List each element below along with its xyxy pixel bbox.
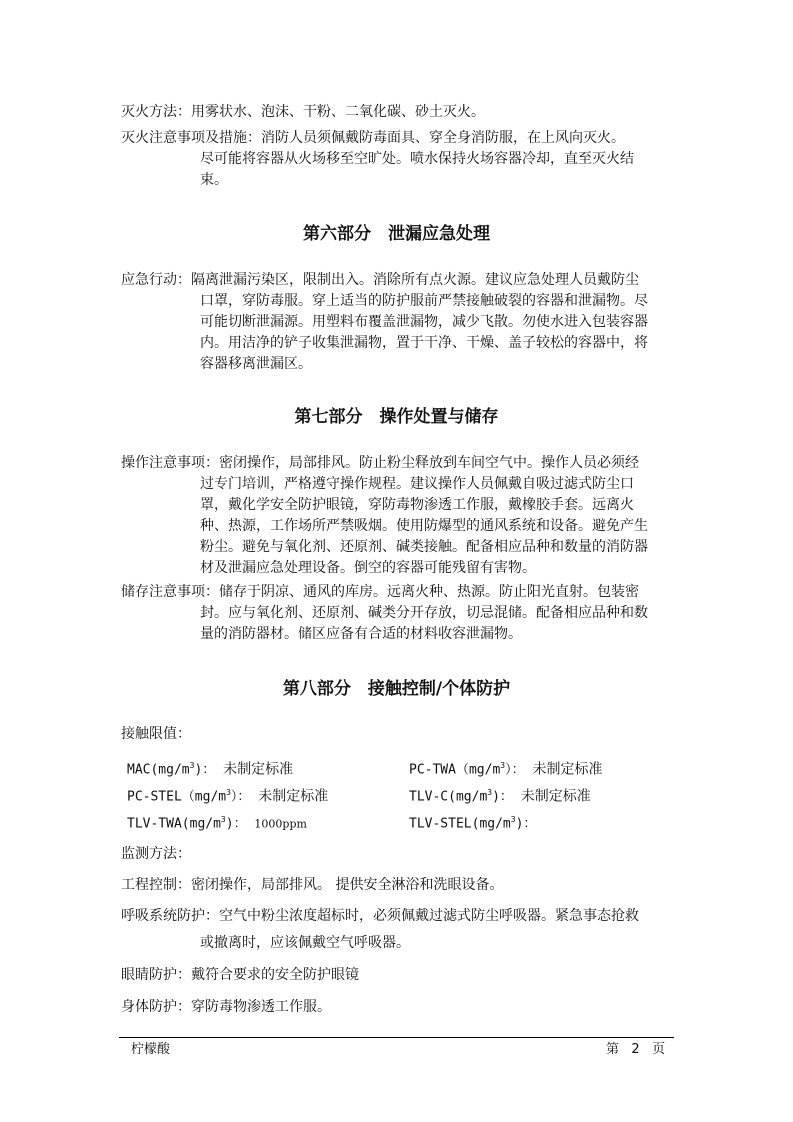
storage-line: [121, 581, 639, 603]
storage-label: 储存注意事项：: [121, 584, 219, 600]
section-6-title: 第六部分 泄漏应急处理: [303, 224, 490, 244]
operation-cont: 罩，戴化学安全防护眼镜，穿防毒物渗透工作服，戴橡胶手套。远离火: [200, 497, 634, 513]
fire-method-label: 灭火方法：: [121, 104, 191, 120]
fire-notes-text: 消防人员须佩戴防毒面具、穿全身消防服，在上风向灭火。: [261, 130, 625, 146]
operation-cont: 材及泄漏应急处理设备。倒空的容器可能残留有害物。: [200, 560, 536, 576]
limit-pc-stel: $PC-STEL(mg/m^3)$： 未制定标准: [127, 788, 329, 805]
engineering-text: 密闭操作，局部排风。 提供安全淋浴和洗眼设备。: [191, 877, 504, 893]
fire-method-text: 用雾状水、泡沫、干粉、二氧化碳、砂土灭火。: [191, 104, 485, 120]
operation-cont: 粉尘。避免与氧化剂、还原剂、碱类接触。配备相应品种和数量的消防器: [200, 539, 648, 555]
respiratory-text: 空气中粉尘浓度超标时，必须佩戴过滤式防尘呼吸器。紧急事态抢救: [219, 908, 639, 924]
limit-tlv-c: TLV-$C(mg/m^3)$： 未制定标准: [409, 788, 591, 805]
operation-cont: 过专门培训，严格遵守操作规程。建议操作人员佩戴自吸过滤式防尘口: [200, 476, 634, 492]
body-text: 穿防毒物渗透工作服。: [191, 999, 331, 1015]
superscript-3: 3: [189, 761, 195, 770]
operation-label: 操作注意事项：: [121, 455, 219, 471]
engineering-label: 工程控制：: [121, 877, 191, 893]
section-7-title: 第七部分 操作处置与储存: [294, 407, 499, 427]
respiratory-cont: 或撤离时，应该佩戴空气呼吸器。: [200, 935, 410, 951]
fire-notes-line: [121, 127, 625, 149]
superscript-3: 3: [510, 815, 516, 824]
limits-label: 接触限值：: [121, 726, 191, 742]
limit-tlv-stel: TLV-$STEL(mg/m^3)$：: [409, 815, 537, 832]
limit-pc-twa-value: 未制定标准: [532, 761, 603, 778]
engineering-line: [121, 874, 503, 896]
respiratory-line: [121, 905, 639, 927]
storage-cont: 封。应与氧化剂、还原剂、碱类分开存放，切忌混储。配备相应品种和数: [200, 605, 648, 621]
emergency-cont: 内。用洁净的铲子收集泄漏物，置于干净、干燥、盖子较松的容器中，将: [200, 335, 648, 351]
limit-tlv-twa: TLV-$TWA(mg/m^3)$： 1000ppm: [127, 815, 307, 832]
footer-divider: [119, 1037, 674, 1038]
fire-notes-cont: 尽可能将容器从火场移至空旷处。喷水保持火场容器冷却，直至灭火结: [200, 151, 634, 167]
emergency-text: 隔离泄漏污染区，限制出入。消除所有点火源。建议应急处理人员戴防尘: [191, 272, 639, 288]
respiratory-label: 呼吸系统防护：: [121, 908, 219, 924]
emergency-label: 应急行动：: [121, 272, 191, 288]
operation-text: 密闭操作，局部排风。防止粉尘释放到车间空气中。操作人员必须经: [219, 455, 639, 471]
fire-notes-cont: 束。: [200, 172, 228, 188]
eye-label: 眼睛防护：: [121, 967, 191, 983]
superscript-3: 3: [226, 788, 231, 797]
eye-text: 戴符合要求的安全防护眼镜: [191, 967, 359, 983]
fire-notes-label: 灭火注意事项及措施：: [121, 130, 261, 146]
limit-pc-stel-value: 未制定标准: [258, 788, 329, 805]
footer-page-number: 第 2 页: [606, 1042, 666, 1057]
limit-tlv-c-value: 未制定标准: [520, 788, 591, 805]
superscript-3: 3: [220, 815, 226, 824]
body-line: [121, 996, 331, 1018]
monitor-label: 监测方法：: [121, 846, 191, 862]
limit-mac: $MAC(mg/m^3)$： 未制定标准: [127, 761, 294, 778]
emergency-line: [121, 269, 639, 291]
storage-text: 储存于阴凉、通风的库房。远离火种、热源。防止阳光直射。包装密: [219, 584, 639, 600]
storage-cont: 量的消防器材。储区应备有合适的材料收容泄漏物。: [200, 626, 522, 642]
eye-line: [121, 964, 359, 986]
superscript-3: 3: [487, 788, 493, 797]
emergency-cont: 口罩，穿防毒服。穿上适当的防护服前严禁接触破裂的容器和泄漏物。尽: [200, 293, 648, 309]
limit-tlv-twa-value: 1000ppm: [254, 817, 307, 831]
emergency-cont: 容器移离泄漏区。: [200, 356, 312, 372]
limit-pc-twa: $PC-TWA(mg/m^3)$： 未制定标准: [409, 761, 603, 778]
body-label: 身体防护：: [121, 999, 191, 1015]
emergency-cont: 可能切断泄漏源。用塑料布覆盖泄漏物，减少飞散。勿使水进入包装容器: [200, 314, 648, 330]
fire-method-line: [121, 101, 485, 123]
limit-mac-value: 未制定标准: [223, 761, 294, 778]
operation-line: [121, 452, 639, 474]
section-8-title: 第八部分 接触控制/个体防护: [282, 679, 511, 699]
operation-cont: 种、热源，工作场所严禁吸烟。使用防爆型的通风系统和设备。避免产生: [200, 518, 648, 534]
superscript-3: 3: [500, 761, 506, 770]
footer-product: 柠檬酸: [131, 1042, 171, 1057]
